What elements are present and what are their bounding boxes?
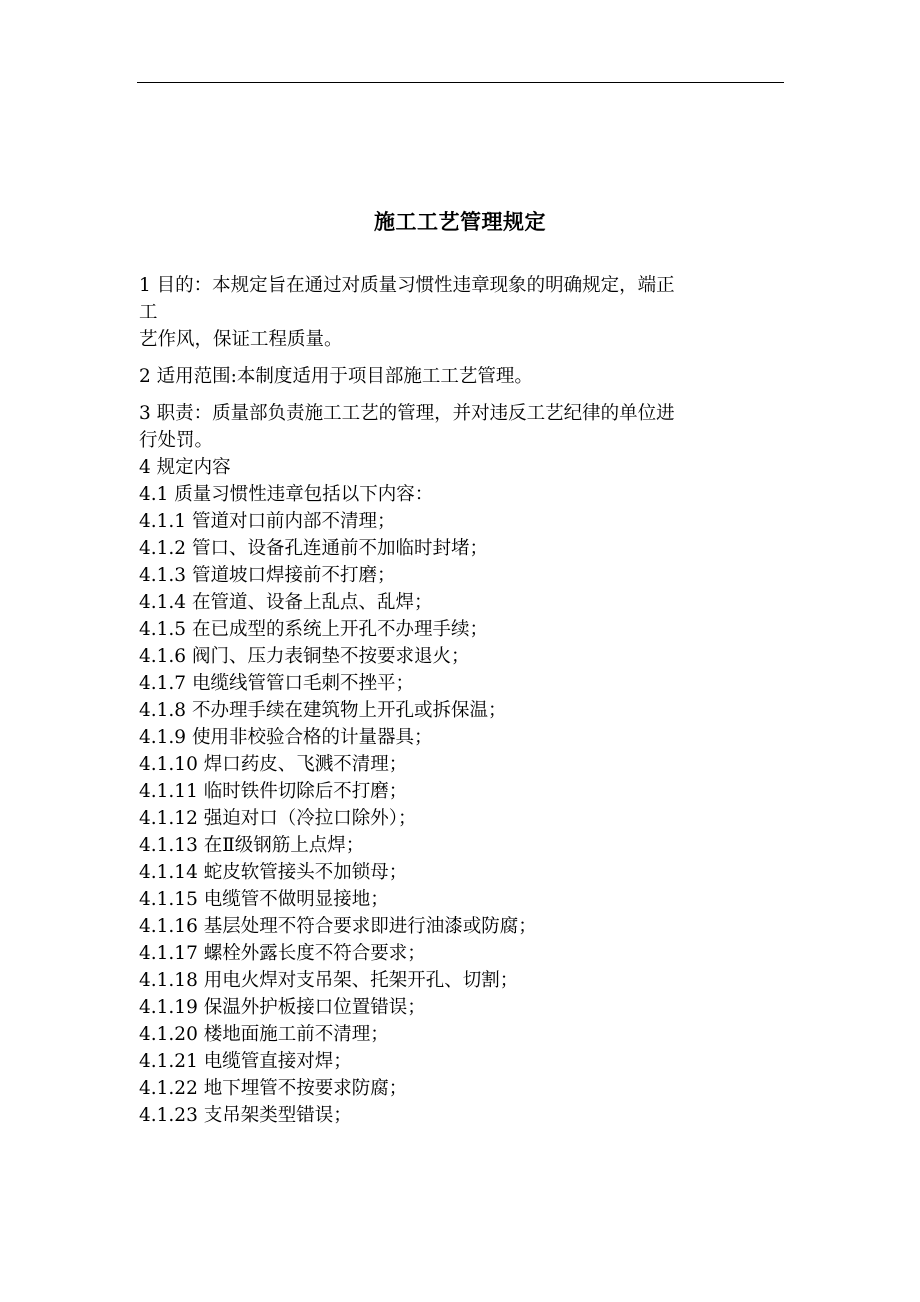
list-item: 4.1.23 支吊架类型错误； [139, 1105, 352, 1126]
list-item: 4.1.13 在Ⅱ级钢筋上点焊； [139, 835, 365, 856]
list-item: 4.1.1 管道对口前内部不清理； [139, 511, 396, 532]
list-item: 4.1.22 地下埋管不按要求防腐； [139, 1078, 408, 1099]
paragraph-responsibility [139, 400, 779, 454]
list-item: 4.1.18 用电火焊对支吊架、托架开孔、切割； [139, 970, 519, 991]
list-item: 4.1.12 强迫对口（冷拉口除外）； [139, 808, 417, 829]
text-line: 行处罚。 [139, 430, 214, 451]
header-rule [137, 82, 784, 83]
text-line: 3 职责：质量部负责施工工艺的管理，并对违反工艺纪律的单位进 [139, 403, 675, 424]
list-item: 4 规定内容 [139, 457, 231, 478]
list-item: 4.1.16 基层处理不符合要求即进行油漆或防腐； [139, 916, 537, 937]
text-line: 工 [139, 302, 158, 323]
list-item: 4.1.4 在管道、设备上乱点、乱焊； [139, 592, 433, 613]
document-title: 施工工艺管理规定 [374, 210, 546, 234]
text-line: 2 适用范围:本制度适用于项目部施工工艺管理。 [139, 366, 533, 387]
list-item: 4.1.2 管口、设备孔连通前不加临时封堵； [139, 538, 488, 559]
list-item: 4.1.10 焊口药皮、飞溅不清理； [139, 754, 408, 775]
list-item: 4.1.20 楼地面施工前不清理； [139, 1024, 389, 1045]
list-item: 4.1.8 不办理手续在建筑物上开孔或拆保温； [139, 700, 507, 721]
list-item: 4.1.3 管道坡口焊接前不打磨； [139, 565, 396, 586]
list-item: 4.1.9 使用非校验合格的计量器具； [139, 727, 433, 748]
paragraph-scope [139, 363, 779, 390]
list-item: 4.1.11 临时铁件切除后不打磨； [139, 781, 408, 802]
list-item: 4.1.6 阀门、压力表铜垫不按要求退火； [139, 646, 470, 667]
text-line: 1 目的：本规定旨在通过对质量习惯性违章现象的明确规定，端正 [139, 275, 675, 296]
list-item: 4.1.21 电缆管直接对焊； [139, 1051, 352, 1072]
list-item: 4.1.17 螺栓外露长度不符合要求； [139, 943, 426, 964]
list-item: 4.1.14 蛇皮软管接头不加锁母； [139, 862, 408, 883]
text-line: 艺作风，保证工程质量。 [139, 329, 343, 350]
list-item: 4.1.7 电缆线管管口毛刺不挫平； [139, 673, 414, 694]
list-item: 4.1.19 保温外护板接口位置错误； [139, 997, 426, 1018]
list-item: 4.1.15 电缆管不做明显接地； [139, 889, 389, 910]
rules-list [139, 454, 779, 1129]
document-body [139, 272, 779, 1129]
paragraph-purpose [139, 272, 779, 353]
list-item: 4.1 质量习惯性违章包括以下内容： [139, 484, 434, 505]
list-item: 4.1.5 在已成型的系统上开孔不办理手续； [139, 619, 488, 640]
